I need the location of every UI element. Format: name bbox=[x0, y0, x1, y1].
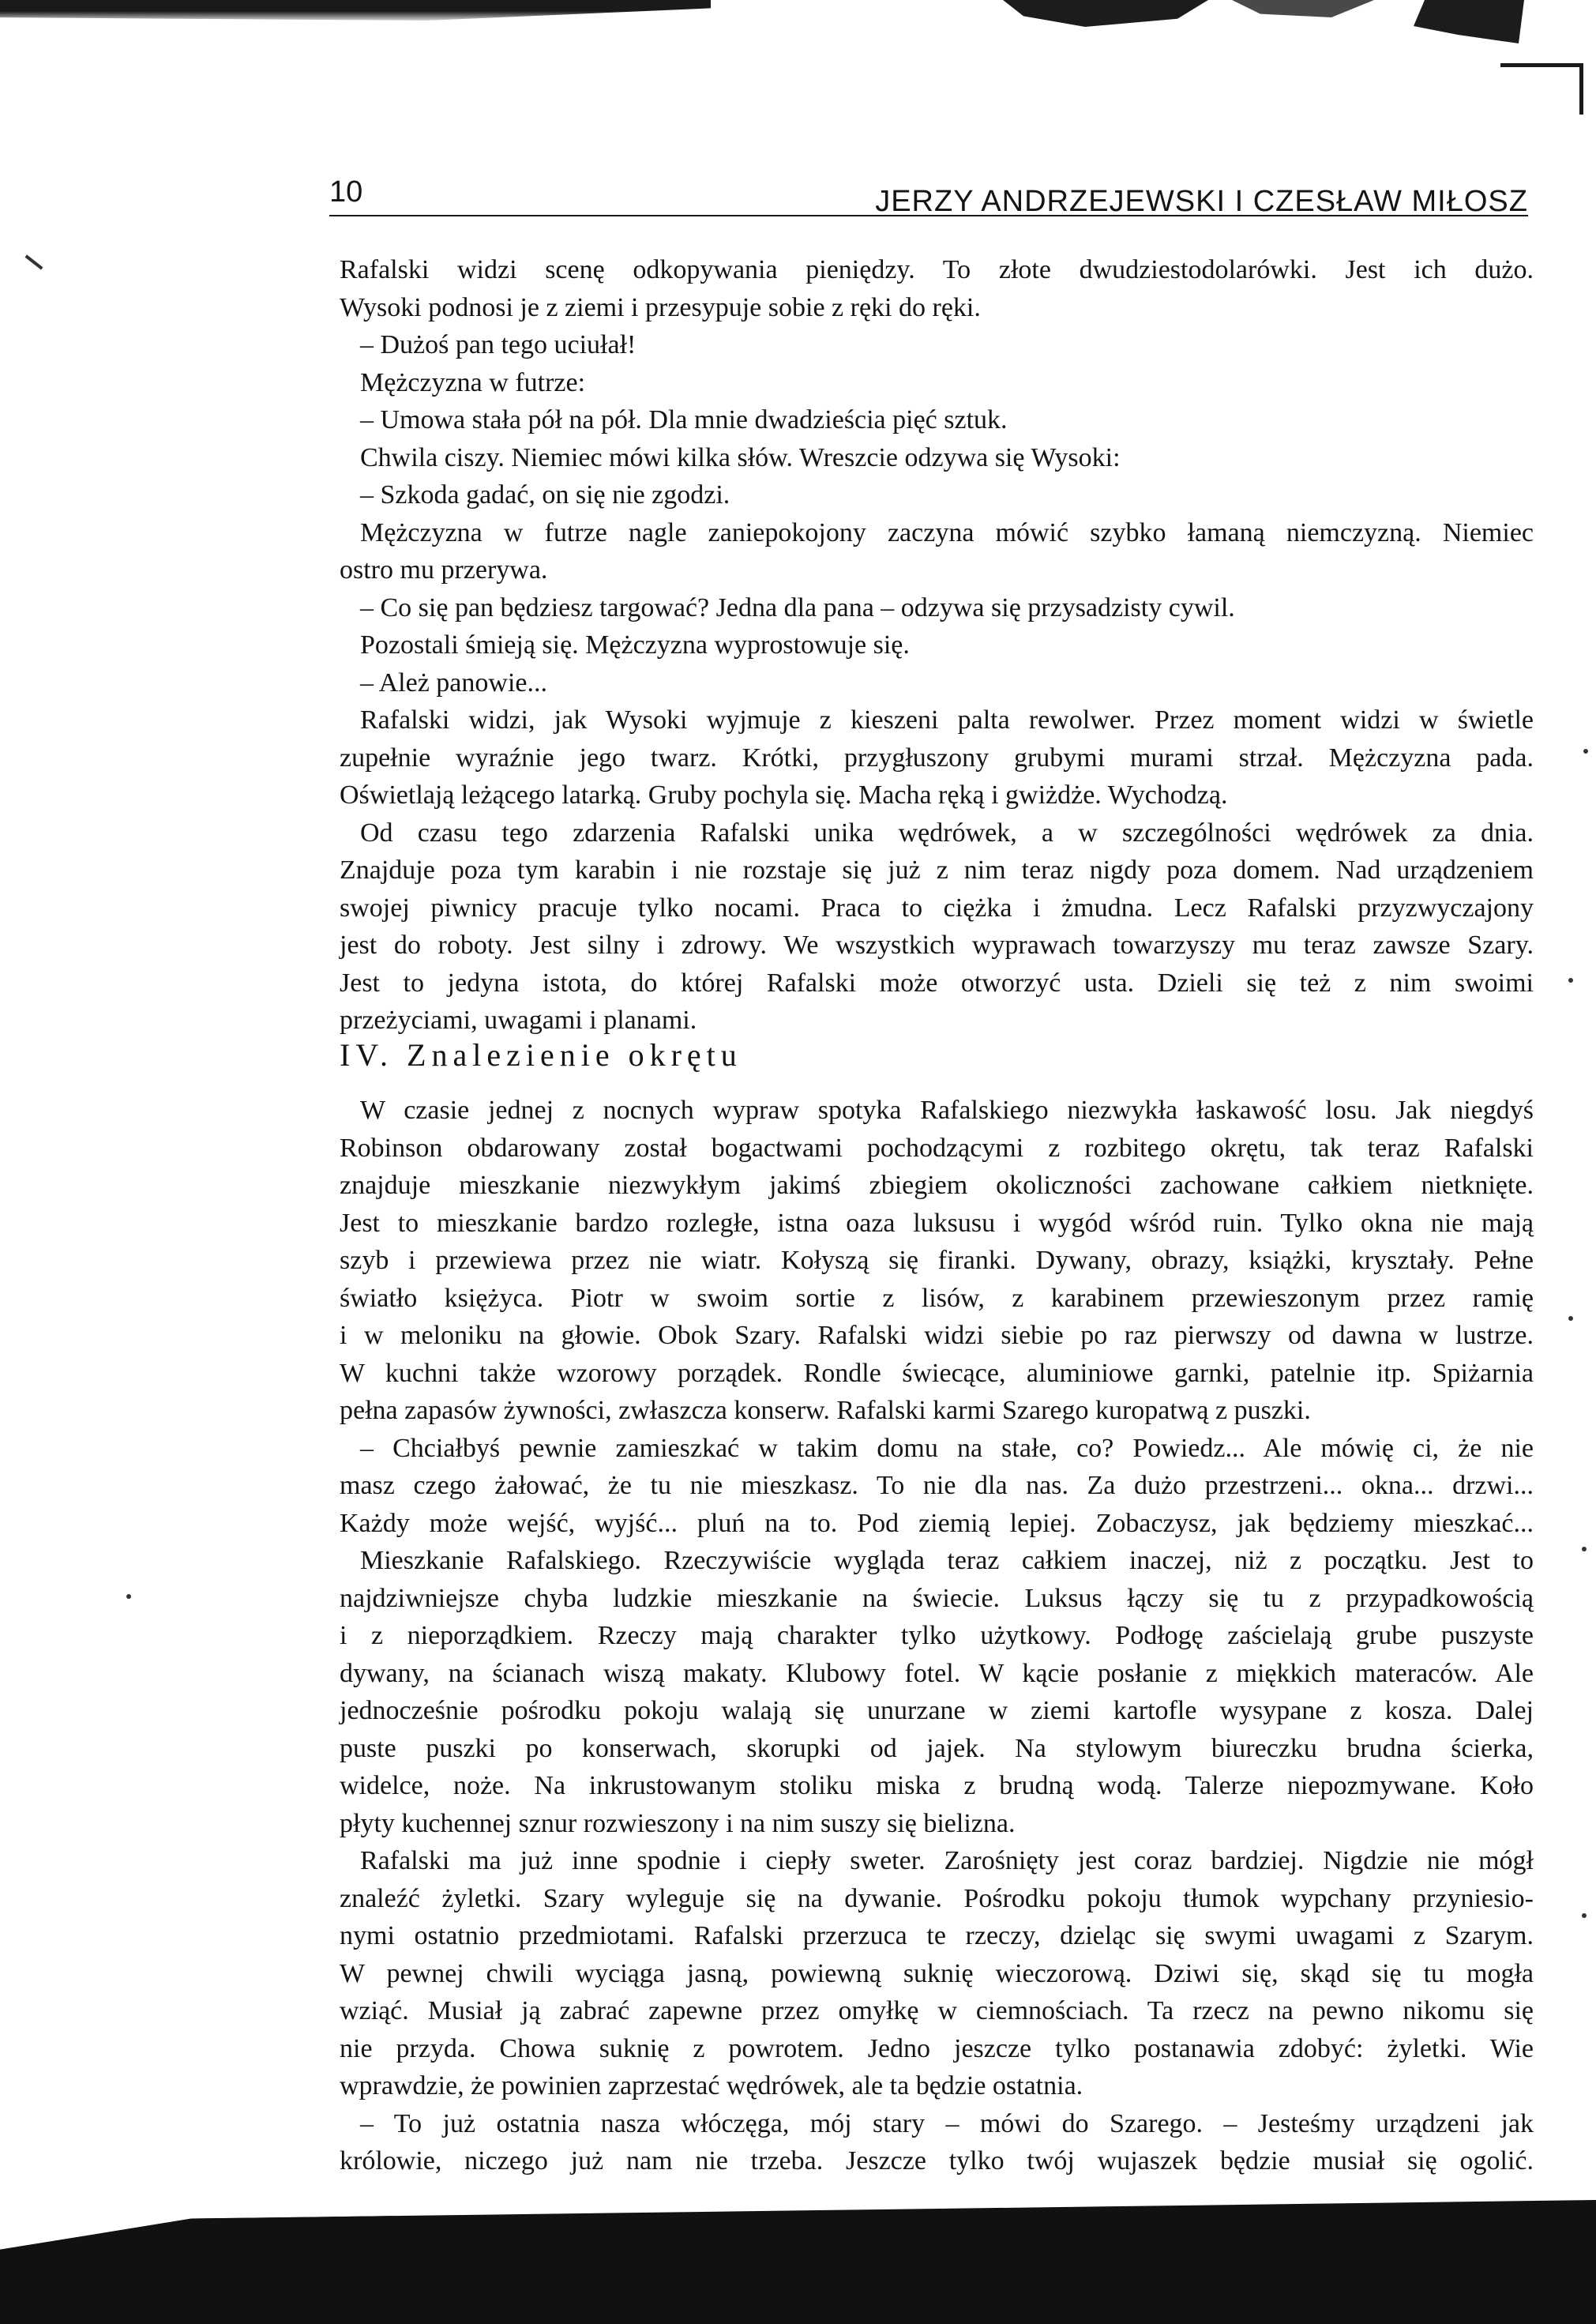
scan-bottom-shadow bbox=[0, 2200, 1596, 2324]
text-line: W kuchni także wzorowy porządek. Rondle świecące, aluminiowe garnki, patelnie itp. Spiżarnia bbox=[340, 1358, 1534, 1388]
text-line: nie przyda. Chowa suknię z powrotem. Jedno jeszcze tylko postanawia zdobyć: żyletki. Wie bbox=[340, 2033, 1534, 2063]
text-line: masz czego żałować, że tu nie mieszkasz. To nie dla nas. Za dużo przestrzeni... okna... drzwi... bbox=[340, 1471, 1534, 1500]
text-line: W pewnej chwili wyciąga jasną, powiewną suknię wieczorową. Dziwi się, skąd się tu mogła bbox=[340, 1958, 1534, 1988]
text-line: przeżyciami, uwagami i planami. bbox=[340, 1006, 697, 1035]
text-line: Rafalski ma już inne spodnie i ciepły sweter. Zarośnięty jest coraz bardziej. Nigdzie nie mógł bbox=[360, 1846, 1534, 1875]
text-line: widelce, noże. Na inkrustowanym stoliku miska z brudną wodą. Talerze niepozmywane. Koło bbox=[340, 1771, 1534, 1800]
text-line: wziąć. Musiał ją zabrać zapewne przez omyłkę w ciemnościach. Ta rzecz na pewno nikomu się bbox=[340, 1996, 1534, 2025]
scan-mark bbox=[126, 1594, 131, 1599]
text-line: szyb i przewiewa przez nie wiatr. Kołyszą się firanki. Dywany, obrazy, książki, kryształy. Pełne bbox=[340, 1246, 1534, 1275]
text-line: – Szkoda gadać, on się nie zgodzi. bbox=[360, 480, 730, 510]
text-line: Rafalski widzi, jak Wysoki wyjmuje z kieszeni palta rewolwer. Przez moment widzi w świetle bbox=[360, 705, 1534, 735]
text-line: – Dużoś pan tego uciułał! bbox=[360, 330, 637, 359]
text-line: Od czasu tego zdarzenia Rafalski unika wędrówek, a w szczególności wędrówek za dnia. bbox=[360, 818, 1534, 848]
text-line: Mężczyzna w futrze nagle zaniepokojony zaczyna mówić szybko łamaną niemczyzną. Niemiec bbox=[360, 517, 1534, 547]
text-line: Znajduje poza tym karabin i nie rozstaje się już z nim teraz nigdy poza domem. Nad urządzeniem bbox=[340, 856, 1534, 885]
text-line: swojej piwnicy pracuje tylko nocami. Praca to ciężka i żmudna. Lecz Rafalski przyzwyczajony bbox=[340, 893, 1534, 923]
scan-mark bbox=[1582, 1547, 1587, 1551]
scan-smudge bbox=[1232, 0, 1374, 17]
text-line: – Co się pan będziesz targować? Jedna dla pana – odzywa się przysadzisty cywil. bbox=[360, 592, 1235, 622]
text-line: Jest to jedyna istota, do której Rafalski może otworzyć usta. Dzieli się też z nim swoimi bbox=[340, 968, 1534, 998]
scan-mark bbox=[1583, 749, 1588, 754]
text-line: nymi ostatnio przedmiotami. Rafalski przerzuca te rzeczy, dzieląc się swymi uwagami z Szarym. bbox=[340, 1921, 1534, 1950]
text-block-part2 bbox=[340, 1092, 1534, 2180]
text-line: – Umowa stała pół na pół. Dla mnie dwadzieścia pięć sztuk. bbox=[360, 405, 1008, 434]
text-line: ostro mu przerywa. bbox=[340, 555, 548, 585]
page-number: 10 bbox=[329, 175, 363, 209]
text-line: Oświetlają leżącego latarką. Gruby pochyla się. Macha ręką i gwiżdże. Wychodzą. bbox=[340, 780, 1228, 810]
text-line: pełna zapasów żywności, zwłaszcza konserw. Rafalski karmi Szarego kuropatwą z puszki. bbox=[340, 1396, 1311, 1425]
text-line: królowie, niczego już nam nie trzeba. Jeszcze tylko twój wujaszek będzie musiał się ogolić. bbox=[340, 2146, 1534, 2175]
scan-mark bbox=[25, 254, 43, 269]
text-line: znaleźć żyletki. Szary wyleguje się na dywanie. Pośrodku pokoju tłumok wypchany przyniesio- bbox=[340, 1883, 1534, 1913]
text-line: światło księżyca. Piotr w swoim sortie z lisów, z karabinem przewieszonym przez ramię bbox=[340, 1283, 1534, 1313]
text-line: Jest to mieszkanie bardzo rozległe, istna oaza luksusu i wygód wśród ruin. Tylko okna nie mają bbox=[340, 1208, 1534, 1238]
text-line: Robinson obdarowany został bogactwami pochodzącymi z rozbitego okrętu, tak teraz Rafalski bbox=[340, 1133, 1534, 1163]
text-line: Wysoki podnosi je z ziemi i przesypuje sobie z ręki do ręki. bbox=[340, 292, 981, 322]
text-line: Każdy może wejść, wyjść... pluń na to. Pod ziemią lepiej. Zobaczysz, jak będziemy mieszkać... bbox=[340, 1508, 1534, 1538]
running-title: JERZY ANDRZEJEWSKI I CZESŁAW MIŁOSZ bbox=[875, 185, 1528, 218]
text-line: zupełnie wyraźnie jego twarz. Krótki, przygłuszony grubymi murami strzał. Mężczyzna pada. bbox=[340, 743, 1534, 773]
text-line: Chwila ciszy. Niemiec mówi kilka słów. Wreszcie odzywa się Wysoki: bbox=[360, 442, 1121, 472]
text-block-part1 bbox=[340, 251, 1534, 1040]
text-line: wprawdzie, że powinien zaprzestać wędrówek, ale ta będzie ostatnia. bbox=[340, 2071, 1083, 2100]
text-line: i w meloniku na głowie. Obok Szary. Rafalski widzi siebie po raz pierwszy od dawna w lustrze. bbox=[340, 1321, 1534, 1350]
scan-edge-shadow bbox=[0, 0, 711, 21]
scan-mark bbox=[1582, 1913, 1587, 1918]
text-line: znajduje mieszkanie niezwykłym jakimś zbiegiem okoliczności zachowane całkiem nietknięte. bbox=[340, 1171, 1534, 1200]
scan-mark bbox=[1568, 978, 1573, 983]
scan-crop-mark bbox=[1500, 63, 1583, 115]
text-line: jest do roboty. Jest silny i zdrowy. We wszystkich wyprawach towarzyszy mu teraz zawsze Szary. bbox=[340, 931, 1534, 960]
text-line: Mieszkanie Rafalskiego. Rzeczywiście wygląda teraz całkiem inaczej, niż z początku. Jest to bbox=[360, 1546, 1534, 1575]
section-heading: IV. Znalezienie okrętu bbox=[340, 1037, 742, 1073]
text-line: Rafalski widzi scenę odkopywania pieniędzy. To złote dwudziestodolarówki. Jest ich dużo. bbox=[340, 255, 1534, 284]
text-line: Pozostali śmieją się. Mężczyzna wyprostowuje się. bbox=[360, 630, 910, 660]
scan-smudge bbox=[1003, 0, 1208, 27]
text-line: najdziwniejsze chyba ludzkie mieszkanie na świecie. Luksus łączy się tu z przypadkowością bbox=[340, 1583, 1534, 1613]
text-line: i z nieporządkiem. Rzeczy mają charakter tylko użytkowy. Podłogę zaścielają grube puszyste bbox=[340, 1621, 1534, 1650]
text-line: – Ależ panowie... bbox=[360, 667, 547, 698]
text-line: puste puszki po konserwach, skorupki od jajek. Na stylowym biureczku brudna ścierka, bbox=[340, 1733, 1534, 1763]
text-line: dywany, na ścianach wiszą makaty. Klubowy fotel. W kącie posłanie z miękkich materaców. Ale bbox=[340, 1658, 1534, 1688]
running-header bbox=[329, 166, 1528, 216]
scan-mark bbox=[1568, 1316, 1573, 1321]
text-line: płyty kuchennej sznur rozwieszony i na nim suszy się bielizna. bbox=[340, 1808, 1016, 1838]
scan-smudge bbox=[1414, 0, 1524, 43]
text-line: – Chciałbyś pewnie zamieszkać w takim domu na stałe, co? Powiedz... Ale mówię ci, że nie bbox=[360, 1433, 1534, 1463]
text-line: W czasie jednej z nocnych wypraw spotyka Rafalskiego niezwykła łaskawość losu. Jak niegdyś bbox=[360, 1096, 1534, 1125]
text-line: jednocześnie pośrodku pokoju walają się unurzane w ziemi kartofle wysypane z kosza. Dalej bbox=[340, 1696, 1534, 1725]
text-line: Mężczyzna w futrze: bbox=[360, 367, 586, 397]
text-line: – To już ostatnia nasza włóczęga, mój stary – mówi do Szarego. – Jesteśmy urządzeni jak bbox=[360, 2108, 1534, 2138]
